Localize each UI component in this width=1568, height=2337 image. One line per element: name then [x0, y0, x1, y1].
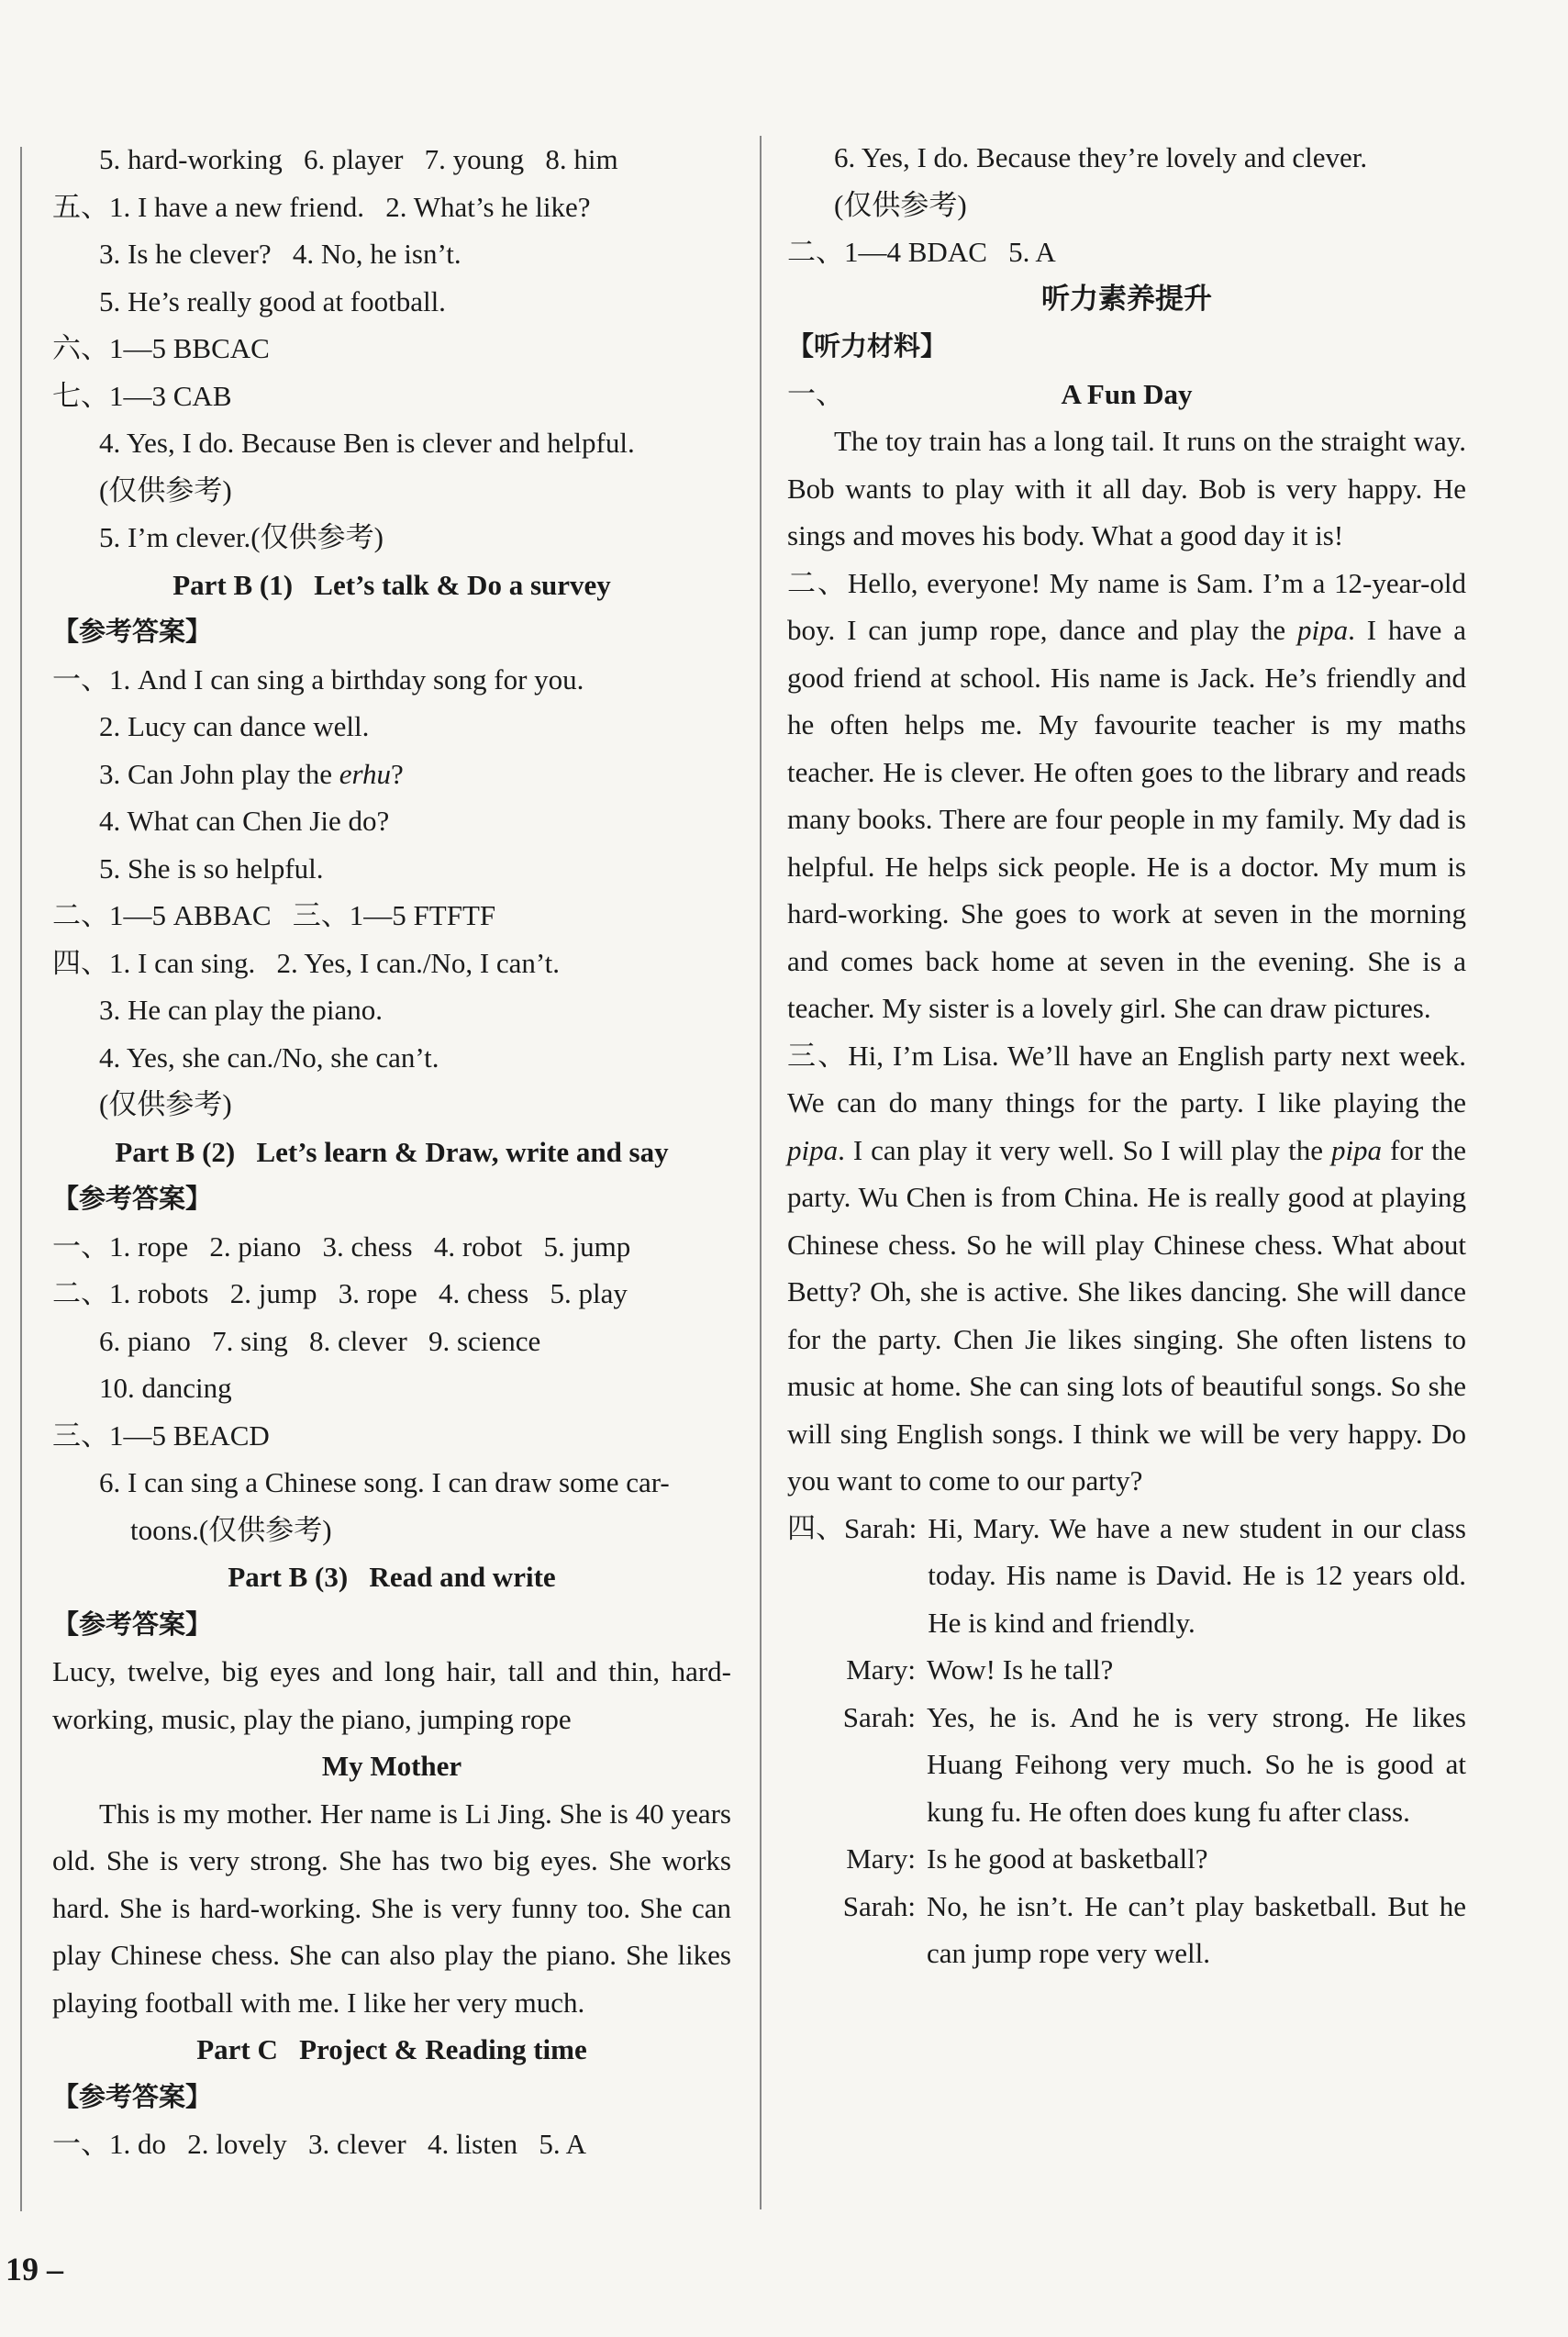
section-heading: 听力素养提升 [1041, 282, 1212, 316]
answer-line: 4. What can Chen Jie do? [99, 805, 390, 837]
answer-text: 3. Can John play the [99, 757, 339, 790]
listening-paragraph [787, 560, 1466, 1032]
paragraph-text-italic: pipa [1297, 614, 1349, 646]
answer-line: 3. Is he clever? 4. No, he isn’t. [99, 238, 462, 270]
paragraph-text: . I have a good friend at school. His name is Jack. He’s friendly and he often helps me. My favourite teacher is my maths teacher. He is clever. He often goes to the library and reads many books. There are four people in my family. My dad is helpful. He helps sick people. He is a doctor. My mum is hard-working. She goes to work at seven in the morning and comes back home at seven in the evening. She is a teacher. My sister is a lovely girl. She can draw pictures. [787, 614, 1466, 1024]
reference-answer-label: 【参考答案】 [52, 1608, 213, 1640]
answer-line: (仅供参考) [99, 1088, 232, 1120]
answer-paragraph: Lucy, twelve, big eyes and long hair, tall and thin, hard-working, music, play the piano, jumping rope [52, 1655, 731, 1735]
answer-line: 一、1. And I can sing a birthday song for you. [52, 662, 584, 696]
answer-line: 5. I’m clever.(仅供参考) [99, 521, 384, 553]
speaker: Mary: [846, 1653, 916, 1686]
reference-answer-label: 【参考答案】 [52, 1183, 213, 1214]
answer-text: ? [391, 757, 404, 790]
reference-answer-label: 【参考答案】 [52, 2080, 213, 2112]
paragraph-text: 三、Hi, I’m Lisa. We’ll have an English party next week. We can do many things for the party. I like playing the [787, 1039, 1466, 1118]
section-number: 四、 [787, 1511, 844, 1544]
answer-line: 3. He can play the piano. [99, 994, 384, 1026]
speaker: Sarah: [844, 1511, 917, 1544]
dialogue-line [787, 1505, 1466, 1647]
section-heading: Part B (3) Read and write [228, 1561, 556, 1593]
essay-paragraph: This is my mother. Her name is Li Jing. She is 40 years old. She is very strong. She has two big eyes. She works hard. She is hard-working. She is very funny too. She can play Chinese chess. She can also play the piano. She likes playing football with me. I like her very much. [52, 1797, 731, 2019]
answer-line: 5. She is so helpful. [99, 851, 324, 885]
story-title-line [787, 371, 1466, 418]
story-title: A Fun Day [1061, 377, 1193, 410]
page-number: 19 – [6, 2251, 63, 2287]
answer-text-italic: erhu [339, 757, 392, 790]
answer-line: 4. Yes, I do. Because Ben is clever and helpful. [99, 427, 635, 459]
dialogue-line [787, 1694, 1466, 1836]
dialogue-text: Hi, Mary. We have a new student in our class today. His name is David. He is 12 years old. He is kind and friendly. [928, 1511, 1466, 1639]
answer-line: 七、1—3 CAB [52, 379, 232, 412]
answer-line: 三、1—5 BEACD [52, 1419, 270, 1452]
dialogue-line [787, 1835, 1466, 1883]
paragraph-text: for the party. Wu Chen is from China. He is really good at playing Chinese chess. So he will play Chinese chess. What about Betty? Oh, she is active. She likes dancing. She will dance for the party. Chen Jie likes singing. She often listens to music at home. She can sing lots of beautiful songs. So she will sing English songs. I think we will be very happy. Do you want to come to our party? [787, 1133, 1466, 1497]
listening-paragraph: The toy train has a long tail. It runs on the straight way. Bob wants to play with it all day. Bob is very happy. He sings and moves his body. What a good day it is! [787, 425, 1466, 551]
answer-line: 二、1—5 ABBAC 三、1—5 FTFTF [52, 899, 496, 931]
answer-line: 2. Lucy can dance well. [99, 710, 370, 742]
answer-line: 6. I can sing a Chinese song. I can draw some car- [99, 1466, 670, 1498]
answer-line: 6. piano 7. sing 8. clever 9. science [99, 1324, 541, 1357]
answer-line: (仅供参考) [834, 188, 967, 221]
section-number: 一、 [787, 377, 844, 410]
answer-line: 一、1. do 2. lovely 3. clever 4. listen 5. A [52, 2128, 587, 2160]
answer-line: (仅供参考) [99, 473, 232, 506]
left-margin-rule [20, 147, 22, 2211]
paragraph-text-italic: pipa [787, 1133, 839, 1166]
section-heading: Part C Project & Reading time [196, 2033, 587, 2065]
section-heading: Part B (2) Let’s learn & Draw, write and say [115, 1135, 669, 1168]
answer-line: 六、1—5 BBCAC [52, 332, 270, 364]
answer-line: 10. dancing [99, 1372, 232, 1404]
dialogue-text: Wow! Is he tall? [927, 1653, 1114, 1686]
listening-material-label: 【听力材料】 [787, 330, 948, 362]
dialogue-text: Yes, he is. And he is very strong. He likes Huang Feihong very much. So he is good at kung fu. He often does kung fu after class. [927, 1700, 1466, 1828]
reference-answer-label: 【参考答案】 [52, 616, 213, 647]
speaker: Sarah: [842, 1700, 916, 1733]
answer-line: toons.(仅供参考) [130, 1513, 332, 1546]
answer-line: 一、1. rope 2. piano 3. chess 4. robot 5. jump [52, 1230, 631, 1263]
answer-line: 五、1. I have a new friend. 2. What’s he like? [52, 190, 591, 223]
section-heading: Part B (1) Let’s talk & Do a survey [172, 568, 611, 601]
paragraph-text: 二、Hello, everyone! My name is Sam. I’m a 12-year-old boy. I can jump rope, dance and play the [787, 566, 1466, 646]
right-column [787, 134, 1466, 1977]
dialogue-text: Is he good at basketball? [927, 1842, 1208, 1875]
column-divider [760, 136, 762, 2209]
dialogue-line [787, 1883, 1466, 1977]
answer-line: 四、1. I can sing. 2. Yes, I can./No, I can’t. [52, 946, 561, 979]
speaker: Sarah: [842, 1889, 916, 1922]
listening-paragraph [787, 1032, 1466, 1505]
dialogue-line [787, 1646, 1466, 1694]
answer-line: 4. Yes, she can./No, she can’t. [99, 1041, 439, 1074]
paragraph-text: . I can play it very well. So I will play the [838, 1133, 1331, 1166]
essay-title: My Mother [321, 1750, 462, 1782]
left-column [52, 136, 731, 2168]
answer-line [52, 751, 731, 798]
answer-line: 二、1—4 BDAC 5. A [787, 236, 1056, 268]
answer-line: 二、1. robots 2. jump 3. rope 4. chess 5. play [52, 1277, 628, 1309]
speaker: Mary: [846, 1842, 916, 1875]
dialogue-text: No, he isn’t. He can’t play basketball. But he can jump rope very well. [927, 1889, 1466, 1969]
answer-line: 5. He’s really good at football. [99, 284, 446, 317]
answer-line: 5. hard-working 6. player 7. young 8. him [99, 143, 618, 175]
answer-line: 6. Yes, I do. Because they’re lovely and clever. [834, 141, 1368, 173]
paragraph-text-italic: pipa [1330, 1133, 1383, 1166]
